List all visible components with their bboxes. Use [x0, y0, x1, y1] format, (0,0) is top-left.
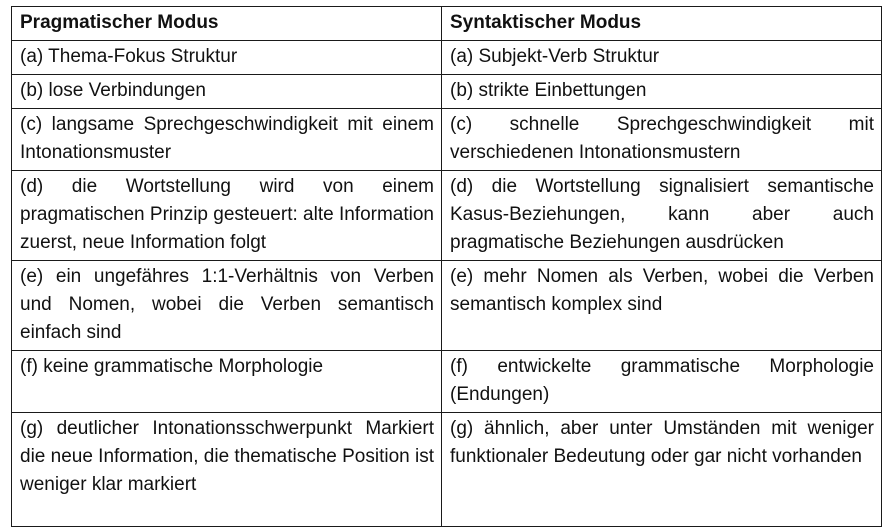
- cell-syntactic: (e) mehr Nomen als Verben, wobei die Verben semantisch komplex sind: [442, 261, 882, 351]
- table-row: [12, 109, 882, 171]
- cell-syntactic: (b) strikte Einbettungen: [442, 75, 882, 109]
- header-pragmatic: Pragmatischer Modus: [12, 7, 442, 41]
- cell-pragmatic: (g) deutlicher Intonationsschwerpunkt Markiert die neue Information, die thematische Position ist weniger klar markiert: [12, 413, 442, 527]
- cell-pragmatic: (b) lose Verbindungen: [12, 75, 442, 109]
- cell-syntactic: (c) schnelle Sprechgeschwindigkeit mit verschiedenen Intonationsmustern: [442, 109, 882, 171]
- cell-syntactic: (g) ähnlich, aber unter Umständen mit weniger funktionaler Bedeutung oder gar nicht vorhanden: [442, 413, 882, 527]
- cell-pragmatic: (c) langsame Sprechgeschwindigkeit mit einem Intonationsmuster: [12, 109, 442, 171]
- cell-pragmatic: (d) die Wortstellung wird von einem pragmatischen Prinzip gesteuert: alte Information zuerst, neue Information folgt: [12, 171, 442, 261]
- comparison-table: [11, 6, 882, 527]
- table-row: [12, 75, 882, 109]
- table-row: [12, 41, 882, 75]
- table-header-row: [12, 7, 882, 41]
- cell-syntactic: (d) die Wortstellung signalisiert semantische Kasus-Beziehungen, kann aber auch pragmatische Beziehungen ausdrücken: [442, 171, 882, 261]
- cell-syntactic: (f) entwickelte grammatische Morphologie (Endungen): [442, 351, 882, 413]
- header-syntactic: Syntaktischer Modus: [442, 7, 882, 41]
- table-row: [12, 261, 882, 351]
- cell-pragmatic: (e) ein ungefähres 1:1-Verhältnis von Verben und Nomen, wobei die Verben semantisch einfach sind: [12, 261, 442, 351]
- cell-pragmatic: (a) Thema-Fokus Struktur: [12, 41, 442, 75]
- table-row: [12, 171, 882, 261]
- table-row: [12, 413, 882, 527]
- cell-syntactic: (a) Subjekt-Verb Struktur: [442, 41, 882, 75]
- table-row: [12, 351, 882, 413]
- cell-pragmatic: (f) keine grammatische Morphologie: [12, 351, 442, 413]
